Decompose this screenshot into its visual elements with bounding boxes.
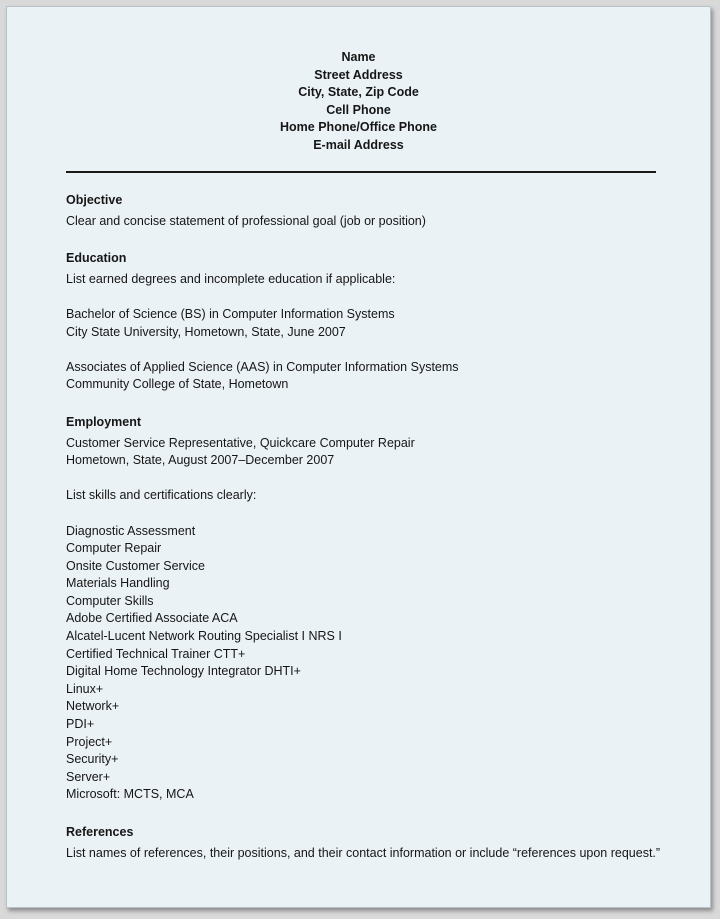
employment-job: Customer Service Representative, Quickcare Computer Repair [66, 435, 415, 450]
objective-text: Clear and concise statement of professional goal (job or position) [66, 213, 426, 228]
skill-item: Computer Repair [66, 541, 162, 556]
skill-item: Security+ [66, 752, 119, 767]
skill-item: Adobe Certified Associate ACA [66, 611, 238, 626]
skill-item: Microsoft: MCTS, MCA [66, 787, 194, 802]
degree-2-school: Community College of State, Hometown [66, 377, 289, 392]
references-text: List names of references, their positions, and their contact information or include “references upon request.” [66, 845, 661, 860]
employment-heading: Employment [66, 414, 142, 429]
skill-item: Alcatel-Lucent Network Routing Specialist I NRS I [66, 629, 342, 644]
references-section [66, 824, 686, 862]
resume-page [6, 6, 711, 908]
resume-body [66, 192, 686, 862]
skill-item: Diagnostic Assessment [66, 523, 196, 538]
contact-cell-phone: Cell Phone [326, 102, 391, 117]
contact-email: E-mail Address [313, 137, 404, 152]
education-section [66, 250, 686, 394]
references-heading: References [66, 825, 134, 839]
skill-item: Certified Technical Trainer CTT+ [66, 646, 246, 661]
skill-item: Project+ [66, 734, 113, 749]
skill-item: Onsite Customer Service [66, 558, 205, 573]
employment-location-dates: Hometown, State, August 2007–December 2007 [66, 453, 335, 468]
header-divider [66, 171, 656, 173]
contact-city-state-zip: City, State, Zip Code [298, 85, 419, 100]
objective-section [66, 192, 686, 230]
contact-street-address: Street Address [314, 67, 403, 82]
contact-home-office-phone: Home Phone/Office Phone [280, 120, 437, 135]
education-heading: Education [66, 251, 127, 266]
employment-section [66, 414, 686, 804]
skill-item: Network+ [66, 699, 120, 714]
contact-header [7, 49, 710, 155]
skill-item: Linux+ [66, 681, 104, 696]
contact-name: Name [341, 50, 376, 64]
objective-heading: Objective [66, 193, 123, 207]
degree-1-school: City State University, Hometown, State, June 2007 [66, 324, 346, 339]
education-intro: List earned degrees and incomplete education if applicable: [66, 271, 396, 286]
skills-list [66, 523, 686, 805]
degree-2-title: Associates of Applied Science (AAS) in Computer Information Systems [66, 359, 459, 374]
skill-item: Computer Skills [66, 593, 154, 608]
skill-item: PDI+ [66, 717, 95, 732]
skills-intro: List skills and certifications clearly: [66, 488, 257, 503]
skill-item: Materials Handling [66, 576, 170, 591]
skill-item: Digital Home Technology Integrator DHTI+ [66, 664, 301, 679]
skill-item: Server+ [66, 769, 111, 784]
degree-1-title: Bachelor of Science (BS) in Computer Information Systems [66, 306, 395, 321]
